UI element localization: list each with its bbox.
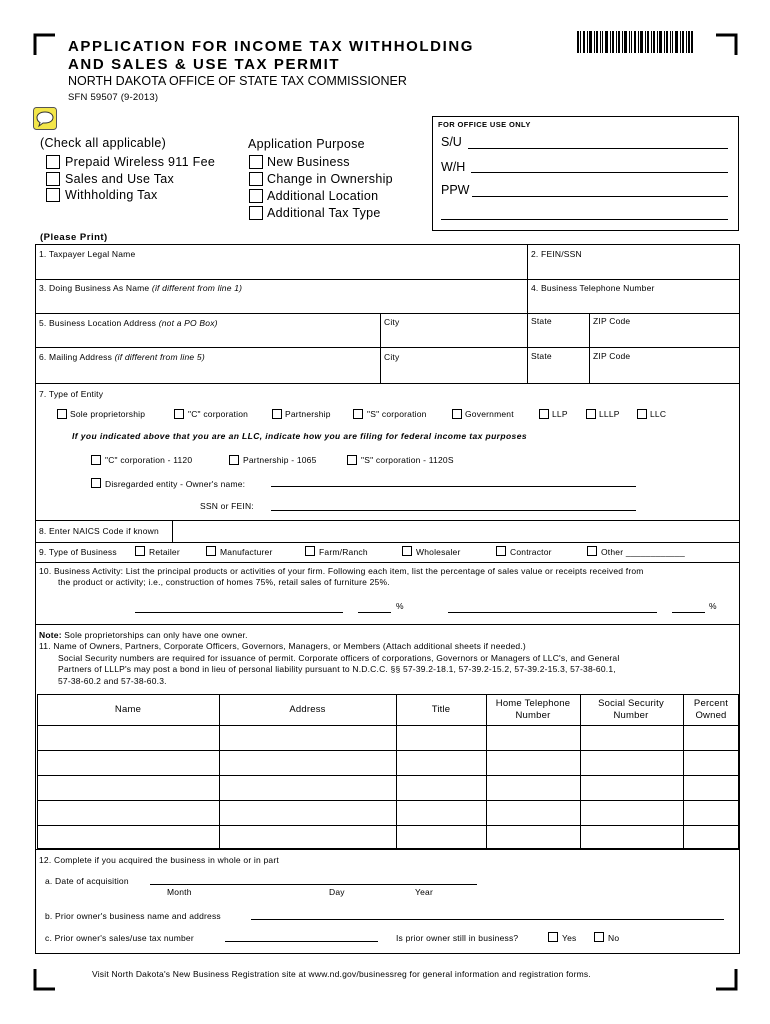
owners-table-col-line xyxy=(486,694,487,849)
ssn-fein-label: SSN or FEIN: xyxy=(200,501,254,511)
office-wh-label: W/H xyxy=(441,160,466,174)
additional-location-checkbox[interactable] xyxy=(249,189,263,203)
naics-label: 8. Enter NAICS Code if known xyxy=(39,526,159,536)
check-all-heading: (Check all applicable) xyxy=(40,136,167,150)
retailer-label: Retailer xyxy=(149,547,180,557)
lllp-checkbox[interactable] xyxy=(586,409,596,419)
activity-1-input[interactable] xyxy=(135,612,343,613)
sales-use-tax-checkbox[interactable] xyxy=(46,172,60,186)
activity-2-percent-sign: % xyxy=(709,601,717,611)
office-su-line xyxy=(468,148,728,149)
row-divider xyxy=(35,542,740,543)
prior-owner-name-input[interactable] xyxy=(251,919,724,920)
mailing-address-label-text: 6. Mailing Address xyxy=(39,352,115,362)
government-checkbox[interactable] xyxy=(452,409,462,419)
form-title-line1: APPLICATION FOR INCOME TAX WITHHOLDING xyxy=(68,38,475,55)
office-wh-line xyxy=(471,172,728,173)
manufacturer-checkbox[interactable] xyxy=(206,546,216,556)
business-phone-input[interactable] xyxy=(528,280,739,312)
form-title-line2: AND SALES & USE TAX PERMIT xyxy=(68,56,341,73)
prepaid-wireless-label: Prepaid Wireless 911 Fee xyxy=(65,155,216,169)
farm-ranch-label: Farm/Ranch xyxy=(319,547,368,557)
retailer-checkbox[interactable] xyxy=(135,546,145,556)
acquisition-day-label: Day xyxy=(329,887,345,897)
activity-1-percent-input[interactable] xyxy=(358,612,391,613)
row-divider xyxy=(35,562,740,563)
llc-label: LLC xyxy=(650,409,667,419)
owners-col-name: Name xyxy=(114,704,142,715)
business-phone-label: 4. Business Telephone Number xyxy=(531,283,655,293)
activity-2-input[interactable] xyxy=(448,612,657,613)
owners-line3: Partners of LLLP's may post a bond in lieu of personal liability pursuant to N.D.C.C. §§ 57-39.2-18.1, 57-39.2-15.2, 57-39.2-15.3, 57-38-60.1, xyxy=(58,664,616,674)
farm-ranch-checkbox[interactable] xyxy=(305,546,315,556)
additional-tax-type-checkbox[interactable] xyxy=(249,206,263,220)
corner-mark-bottom-left xyxy=(33,969,55,991)
prior-owner-no-checkbox[interactable] xyxy=(594,932,604,942)
s-corporation-checkbox[interactable] xyxy=(353,409,363,419)
llc-note: If you indicated above that you are an LLC, indicate how you are filing for federal income tax purposes xyxy=(72,431,527,441)
naics-input[interactable] xyxy=(173,521,739,541)
row-divider xyxy=(35,849,740,850)
owners-note-label: Note: xyxy=(39,630,62,640)
new-business-label: New Business xyxy=(267,155,350,169)
owners-table-col-line xyxy=(219,694,220,849)
owners-table-row-line xyxy=(37,725,739,726)
contractor-checkbox[interactable] xyxy=(496,546,506,556)
owners-table-col-line xyxy=(683,694,684,849)
additional-tax-type-label: Additional Tax Type xyxy=(267,206,381,220)
row-divider xyxy=(35,624,740,625)
corner-mark-bottom-right xyxy=(716,969,738,991)
partnership-checkbox[interactable] xyxy=(272,409,282,419)
office-ppw-line xyxy=(472,196,728,197)
llp-checkbox[interactable] xyxy=(539,409,549,419)
business-activity-line1: 10. Business Activity: List the principal products or activities of your firm. Following each item, list the percentage of sales value or receipts received from xyxy=(39,566,644,576)
agency-name: NORTH DAKOTA OFFICE OF STATE TAX COMMISSIONER xyxy=(68,74,407,88)
purpose-heading: Application Purpose xyxy=(248,137,365,151)
owners-col-title: Title xyxy=(431,704,451,715)
prior-owner-no-label: No xyxy=(608,933,620,943)
col-divider xyxy=(527,313,528,383)
please-print-label: (Please Print) xyxy=(40,232,108,243)
prior-owner-name-label: b. Prior owner's business name and address xyxy=(45,911,221,921)
mailing-state-label: State xyxy=(531,351,552,361)
dba-name-note: (if different from line 1) xyxy=(151,283,243,293)
office-ppw-label: PPW xyxy=(441,183,470,197)
c-corporation-checkbox[interactable] xyxy=(174,409,184,419)
prior-owner-yes-label: Yes xyxy=(562,933,577,943)
mailing-address-label xyxy=(39,352,205,362)
activity-2-percent-input[interactable] xyxy=(672,612,705,613)
row-divider xyxy=(35,383,740,384)
business-location-label xyxy=(39,318,218,328)
prior-owner-yes-checkbox[interactable] xyxy=(548,932,558,942)
llp-label: LLP xyxy=(552,409,568,419)
llc-s-corp-checkbox[interactable] xyxy=(347,455,357,465)
owners-col-ssn: Social Security Number xyxy=(598,698,664,721)
taxpayer-legal-name-input[interactable] xyxy=(36,245,526,278)
row-divider xyxy=(35,347,740,348)
acquisition-year-label: Year xyxy=(415,887,433,897)
owner-ssn-fein-input[interactable] xyxy=(271,510,636,511)
prior-owner-tax-number-label: c. Prior owner's sales/use tax number xyxy=(45,933,194,943)
wholesaler-label: Wholesaler xyxy=(416,547,461,557)
withholding-tax-label: Withholding Tax xyxy=(65,188,158,202)
footer-text: Visit North Dakota's New Business Registration site at www.nd.gov/businessreg for general information and registration forms. xyxy=(92,969,591,979)
business-activity-line2: the product or activity; i.e., construction of homes 75%, retail sales of furniture 25%. xyxy=(58,577,390,587)
manufacturer-label: Manufacturer xyxy=(220,547,273,557)
llc-partnership-label: Partnership - 1065 xyxy=(243,455,317,465)
owners-line2: Social Security numbers are required for issuance of permit. Corporate officers of corporations, Governors or Managers of LLC's, and General xyxy=(58,653,620,663)
contractor-label: Contractor xyxy=(510,547,552,557)
mailing-zip-label: ZIP Code xyxy=(593,351,631,361)
acquisition-month-label: Month xyxy=(167,887,192,897)
wholesaler-checkbox[interactable] xyxy=(402,546,412,556)
prior-owner-tax-number-input[interactable] xyxy=(225,941,378,942)
fein-ssn-input[interactable] xyxy=(528,245,739,278)
owners-col-percent: Percent Owned xyxy=(693,698,729,721)
corner-mark-top-left xyxy=(33,33,55,55)
owners-line1: 11. Name of Owners, Partners, Corporate Officers, Governors, Managers, or Members (Attach additional sheets if needed.) xyxy=(39,641,526,651)
business-location-label-text: 5. Business Location Address xyxy=(39,318,159,328)
prepaid-wireless-checkbox[interactable] xyxy=(46,155,60,169)
col-divider xyxy=(380,313,381,383)
other-label: Other ____________ xyxy=(601,547,685,557)
additional-location-label: Additional Location xyxy=(267,189,379,203)
owners-line4: 57-38-60.2 and 57-38-60.3. xyxy=(58,676,167,686)
acquisition-date-label: a. Date of acquisition xyxy=(45,876,129,886)
prior-owner-still-label: Is prior owner still in business? xyxy=(396,933,519,943)
zip-label: ZIP Code xyxy=(593,316,631,326)
other-checkbox[interactable] xyxy=(587,546,597,556)
dba-name-label-text: 3. Doing Business As Name xyxy=(39,283,152,293)
barcode-graphic xyxy=(577,31,693,53)
new-business-checkbox[interactable] xyxy=(249,155,263,169)
sole-proprietorship-label: Sole proprietorship xyxy=(70,409,146,419)
llc-c-corp-label: "C" corporation - 1120 xyxy=(105,455,193,465)
owners-note xyxy=(39,630,248,640)
acquisition-date-input[interactable] xyxy=(150,884,477,885)
owners-table-col-line xyxy=(580,694,581,849)
s-corporation-label: "S" corporation xyxy=(367,409,427,419)
change-ownership-checkbox[interactable] xyxy=(249,172,263,186)
comment-icon[interactable] xyxy=(33,107,57,130)
llc-partnership-checkbox[interactable] xyxy=(229,455,239,465)
office-use-box xyxy=(432,116,739,231)
mailing-city-label: City xyxy=(384,352,400,362)
state-label: State xyxy=(531,316,552,326)
disregarded-entity-checkbox[interactable] xyxy=(91,478,101,488)
sole-proprietorship-checkbox[interactable] xyxy=(57,409,67,419)
activity-1-percent-sign: % xyxy=(396,601,404,611)
owner-name-input[interactable] xyxy=(271,486,636,487)
owners-col-address: Address xyxy=(289,704,326,715)
office-use-label: FOR OFFICE USE ONLY xyxy=(438,120,531,129)
c-corporation-label: "C" corporation xyxy=(188,409,249,419)
entity-type-label: 7. Type of Entity xyxy=(39,389,104,399)
row-divider xyxy=(35,313,740,314)
sales-use-tax-label: Sales and Use Tax xyxy=(65,172,175,186)
llc-s-corp-label: "S" corporation - 1120S xyxy=(361,455,454,465)
office-blank-line xyxy=(441,219,728,220)
col-divider xyxy=(589,313,590,383)
business-location-note: (not a PO Box) xyxy=(158,318,218,328)
disregarded-entity-label: Disregarded entity - Owner's name: xyxy=(105,479,246,489)
lllp-label: LLLP xyxy=(599,409,620,419)
llc-c-corp-checkbox[interactable] xyxy=(91,455,101,465)
owners-table-row-line xyxy=(37,800,739,801)
owners-col-home-phone: Home Telephone Number xyxy=(495,698,571,721)
owners-table-row-line xyxy=(37,825,739,826)
dba-name-input[interactable] xyxy=(36,280,526,312)
owners-note-text: Sole proprietorships can only have one owner. xyxy=(61,630,248,640)
llc-checkbox[interactable] xyxy=(637,409,647,419)
partnership-label: Partnership xyxy=(285,409,331,419)
city-label: City xyxy=(384,317,400,327)
mailing-address-note: (if different from line 5) xyxy=(114,352,205,362)
form-id: SFN 59507 (9-2013) xyxy=(68,92,159,103)
corner-mark-top-right xyxy=(716,33,738,55)
office-su-label: S/U xyxy=(441,135,462,149)
fein-ssn-label: 2. FEIN/SSN xyxy=(531,249,582,259)
government-label: Government xyxy=(465,409,514,419)
owners-table-col-line xyxy=(396,694,397,849)
business-type-label: 9. Type of Business xyxy=(39,547,117,557)
owners-table-row-line xyxy=(37,775,739,776)
acquired-heading: 12. Complete if you acquired the business in whole or in part xyxy=(39,855,279,865)
withholding-tax-checkbox[interactable] xyxy=(46,188,60,202)
change-ownership-label: Change in Ownership xyxy=(267,172,393,186)
taxpayer-legal-name-label: 1. Taxpayer Legal Name xyxy=(39,249,136,259)
owners-table-row-line xyxy=(37,750,739,751)
